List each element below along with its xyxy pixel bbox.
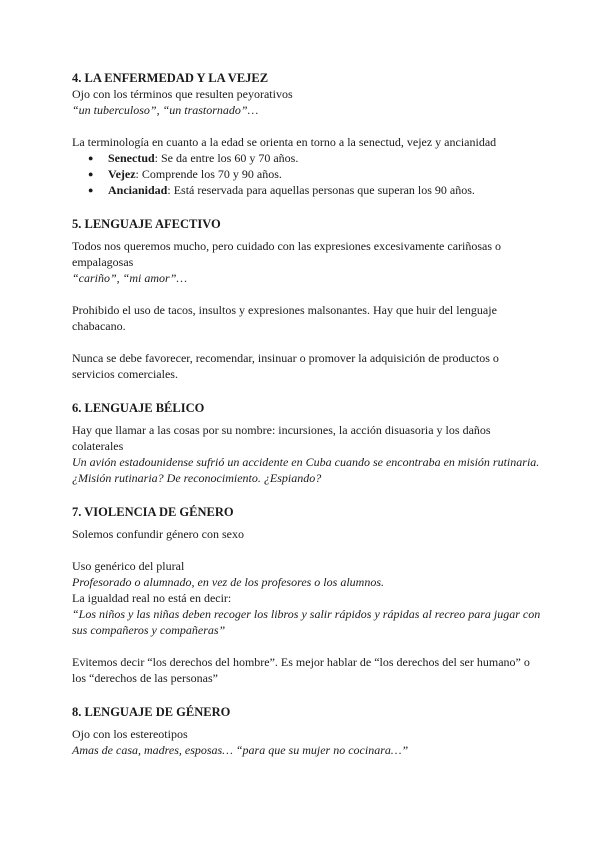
term-label: Senectud [108,151,155,165]
age-term-list [72,150,542,198]
bullet-icon: ● [88,185,94,195]
example-quote: Profesorado o alumnado, en vez de los profesores o los alumnos. [72,575,384,589]
section-heading: 5. LENGUAJE AFECTIVO [72,217,221,231]
term-description: : Comprende los 70 y 90 años. [135,167,282,181]
section-heading: 7. VIOLENCIA DE GÉNERO [72,505,234,519]
section-6 [72,400,542,486]
bullet-icon: ● [88,153,94,163]
paragraph: La igualdad real no está en decir: [72,591,232,605]
section-heading: 4. LA ENFERMEDAD Y LA VEJEZ [72,71,269,85]
paragraph: Nunca se debe favorecer, recomendar, insinuar o promover la adquisición de productos o servicios comerciales. [72,351,499,381]
paragraph: Evitemos decir “los derechos del hombre”. Es mejor hablar de “los derechos del ser humano” o los “derechos de las personas” [72,655,530,685]
example-quote: “cariño”, “mi amor”… [72,271,188,285]
section-7 [72,504,542,686]
paragraph: Prohibido el uso de tacos, insultos y expresiones malsonantes. Hay que huir del lenguaje chabacano. [72,303,497,333]
paragraph: Uso genérico del plural [72,559,185,573]
document-body [72,70,542,758]
section-heading: 6. LENGUAJE BÉLICO [72,401,205,415]
section-4 [72,70,542,198]
paragraph: Todos nos queremos mucho, pero cuidado con las expresiones excesivamente cariñosas o empalagosas [72,239,502,269]
bullet-icon: ● [88,169,94,179]
paragraph: Ojo con los términos que resulten peyorativos [72,87,293,101]
example-quote: Un avión estadounidense sufrió un accidente en Cuba cuando se encontraba en misión rutinaria. ¿Misión rutinaria? De reconocimiento. ¿Espiando? [72,455,540,485]
list-item [88,182,542,198]
term-description: : Se da entre los 60 y 70 años. [154,151,299,165]
term-label: Vejez [108,167,136,181]
paragraph: La terminología en cuanto a la edad se orienta en torno a la senectud, vejez y ancianidad [72,135,497,149]
example-quote: “un tuberculoso”, “un trastornado”… [72,103,259,117]
section-heading: 8. LENGUAJE DE GÉNERO [72,705,231,719]
example-quote: Amas de casa, madres, esposas… “para que su mujer no cocinara…” [72,743,409,757]
term-label: Ancianidad [108,183,168,197]
term-description: : Está reservada para aquellas personas que superan los 90 años. [167,183,475,197]
paragraph: Solemos confundir género con sexo [72,527,244,541]
section-5 [72,216,542,382]
list-item [88,150,542,166]
paragraph: Hay que llamar a las cosas por su nombre: incursiones, la acción disuasoria y los daños colaterales [72,423,491,453]
paragraph: Ojo con los estereotipos [72,727,188,741]
section-8 [72,704,542,758]
list-item [88,166,542,182]
example-quote: “Los niños y las niñas deben recoger los libros y salir rápidos y rápidas al recreo para jugar con sus compañeros y compañeras” [72,607,541,637]
